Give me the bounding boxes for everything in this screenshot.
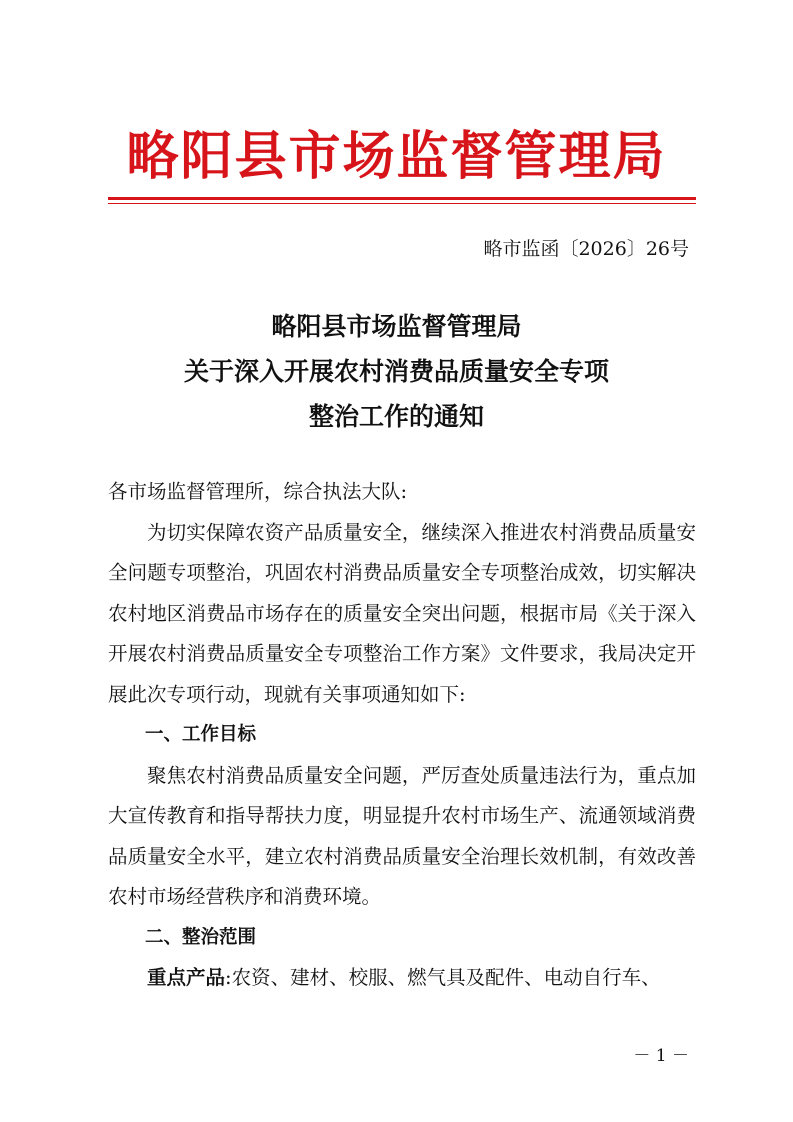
document-title-line: 略阳县市场监督管理局: [271, 312, 522, 341]
key-products-colon: :: [225, 966, 232, 989]
key-products-text: 农资、建材、校服、燃气具及配件、电动自行车、: [231, 966, 661, 989]
section-heading-scope: 二、整治范围: [145, 926, 257, 948]
agency-letterhead: 略阳县市场监督管理局: [126, 126, 667, 187]
document-title-line: 整治工作的通知: [308, 402, 484, 431]
section-paragraph-scope: [108, 958, 696, 999]
key-products-label: 重点产品: [147, 966, 226, 989]
document-number: 略市监函〔2026〕26号: [483, 238, 689, 260]
document-body: [108, 472, 696, 999]
document-title-line: 关于深入开展农村消费品质量安全专项: [183, 357, 609, 386]
letterhead-rule-thick: [108, 197, 696, 200]
letterhead-rule-thin: [108, 203, 696, 204]
document-title: [0, 304, 793, 439]
section-paragraph-goals: 聚焦农村消费品质量安全问题，严厉查处质量违法行为，重点加大宣传教育和指导帮扶力度，明显提升农村市场生产、流通领域消费品质量安全水平，建立农村消费品质量安全治理长效机制，有效改善农村市场经营秩序和消费环境。: [108, 763, 696, 908]
page-number: － 1 －: [633, 1046, 689, 1066]
section-heading-goals: 一、工作目标: [145, 724, 257, 745]
intro-paragraph: 为切实保障农资产品质量安全，继续深入推进农村消费品质量安全问题专项整治，巩固农村消费品质量安全专项整治成效，切实解决农村地区消费品市场存在的质量安全突出问题，根据市局《关于深入开展农村消费品质量安全专项整治工作方案》文件要求，我局决定开展此次专项行动，现就有关事项通知如下:: [108, 520, 696, 706]
salutation: 各市场监督管理所，综合执法大队:: [108, 480, 408, 503]
